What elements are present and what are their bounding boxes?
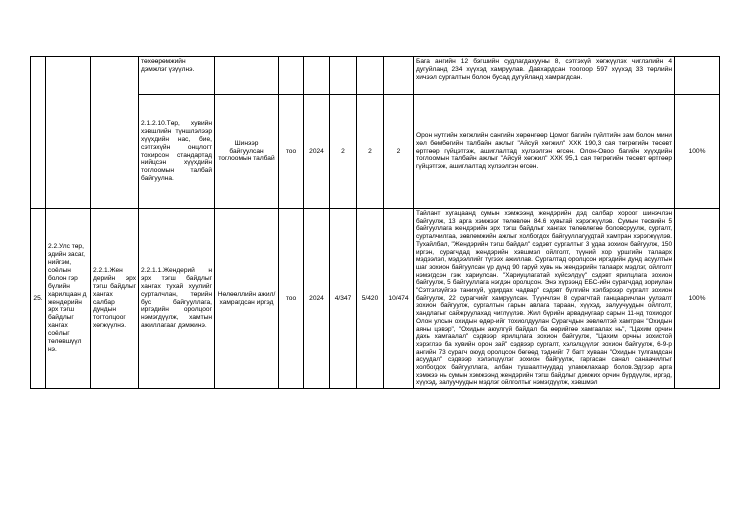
indicator-cell: Нөлөөллийн ажил/ хамрагдсан иргэд bbox=[215, 209, 279, 389]
indicator-cell: Шинээр байгуулсан тоглоомын талбай bbox=[215, 95, 279, 209]
actual-cell bbox=[357, 57, 384, 95]
target-cell: 4/347 bbox=[330, 209, 357, 389]
description-cell: Орон нутгийн хөгжлийн сангийн хөрөнгөөр Цомог багийн гүйлтийн зам болон мини хөл бөмбөгийн талбайн ажлыг "Айсуй хөгжил" ХХК 190,3 сая төгрөгийн төсөвт өртгөөр гүйцэтгэж, ашиглалтад хүлээлгэн өгсөн. Олон-Овоо багийн хүүхдийн тоглоомын талбайн ажлыг "Айсуй хөгжил" ХХК 95,1 сая төгрөгийн төсөвт өртгөөр гүйцэтгэж, ашиглалтад хүлээлгэн өгсөн. bbox=[414, 95, 675, 209]
year-cell: 2024 bbox=[304, 95, 330, 209]
goal-cell bbox=[46, 57, 91, 209]
unit-cell: тоо bbox=[279, 95, 304, 209]
activity-cell: 2.1.2.10.Төр, хувийн хэвшлийн түншлэлээр хүүхдийн нас, бие, сэтгэхүйн онцлогт тохирсон стандартад нийцсэн хүүхдийн тоглоомын талбай байгуулна. bbox=[139, 95, 215, 209]
target-cell: 2 bbox=[330, 95, 357, 209]
actual-cell: 2 bbox=[357, 95, 384, 209]
percent-cell bbox=[675, 57, 720, 95]
percent-cell: 100% bbox=[675, 209, 720, 389]
table-row bbox=[31, 57, 720, 95]
actual-cell: 5/420 bbox=[357, 209, 384, 389]
target-cell bbox=[330, 57, 357, 95]
objective-cell bbox=[91, 57, 139, 209]
unit-cell bbox=[279, 57, 304, 95]
baseline-cell bbox=[384, 57, 414, 95]
percent-cell: 100% bbox=[675, 95, 720, 209]
year-cell bbox=[304, 57, 330, 95]
year-cell: 2024 bbox=[304, 209, 330, 389]
activity-cell: төхөөрөмжийн дэмжлэг үзүүлнэ. bbox=[139, 57, 215, 95]
report-table bbox=[30, 56, 720, 389]
unit-cell: тоо bbox=[279, 209, 304, 389]
objective-cell: 2.2.1.Жен дерийн эрх тэгш байдлыг хангах салбар дундын тогтолцоог хөгжүүлнэ. bbox=[91, 209, 139, 389]
baseline-cell: 2 bbox=[384, 95, 414, 209]
description-cell: Бага ангийн 12 бэгшийн судлагдахууны 8, сэтгэхүй хөгжүүлэх чиглэлийн 4 дугуйланд 234 хүүхэд хамруулав. Давхардсан тоогоор 597 хүүхэд 33 төрлийн хичээл сургалтын болон бусад дугуйланд хамрагдсан. bbox=[414, 57, 675, 95]
row-number: 25. bbox=[31, 209, 46, 389]
table-row bbox=[31, 209, 720, 389]
baseline-cell: 10/474 bbox=[384, 209, 414, 389]
indicator-cell bbox=[215, 57, 279, 95]
goal-cell: 2.2.Улс төр, эдийн засаг, нийгэм, соёлын болон гэр бүлийн харилцаан д жендерийн эрх тэгш байдлыг хангах соёлыг төлөвшүүл нэ. bbox=[46, 209, 91, 389]
description-cell: Тайлант хугацаанд сумын хэмжээнд жендэрийн дэд салбар хороог шинэчлэн байгуулж, 13 арга хэмжээг төлөвлөн 84.6 хувьтай хэрэгжүүлэв. Сумын төсвийн 5 байгууллага жендэрийн эрх тэгш байдлыг хангах төлөвлөгөө боловсруулж, сургалт, сурталчилгаа, зөвлөмжийн ажлыг холбогдох байгууллагуудтай хамтран хэрэгжүүлэв. Тухайлбал, "Жендэрийн тэгш байдал" сэдэвт сургалтыг 3 удаа зохион байгуулж, 150 иргэн, сурагчдад жендэрийн хэвшмэл ойлголт, түүний хор уршгийн талаарх мэдээлэл, мэдээллийг түгээх ажиллав. Сургалтад оролцсон иргэдийн дунд асуултын шаг зохион байгуулсан үр дүнд 90 гаруй хувь нь жендэрийн талаарх мэдлэг, ойлголт нэмэгдсэн гэж хариулсан. "Хариуцлагатай хүйсэлдүү" сэдэвт ярилцлага зохион байгуулж, 5 байгууллага нэгдэн оролцсон. Энэ хүрээнд ЕБС-ийн сурагчдад зориулан "Сэтгэлзүйгээ танихуй, удирдах чадвар" сэдэвт бүлгийн хэлбэрээр сургалт зохион байгуулж, 22 сурагчийг хамруулсан. Түүнчлэн 8 сурагчтай ганцааричлан уулзалт зохион байгуулж, сургалтын гарын авлага тараан, хүүхэд, залуучуудын ойлголт, хандлагыг сайжруулахад чиглүүлэв. Жил бүрийн арваднугаар сарын 11-нд тохиодог Олон улсын охидын өдөр-ийг тохиолдуулан Сурагчдын зөвлөлтэй хамтран "Охидын аяны цэвэр", "Охидын аюулгүй байдал ба өөрийгөө хамгаалах нь", "Цахим орчин дахь хамгаалал" сэдвээр ярилцлага зохион байгуулж, "Цахим орчны зохистой хэрэглээ ба хувийн орон зай" сэдвээр сургалт, хэлэлцүүлэг зохион байгуулж, 6-9-р ангийн 73 сурагч оюуд оролцсон бөгөөд тэднийг 7 багт хуваан "Охидын тулгамдсан асуудал" сэдвээр хэлэлцүүлэг зохион байгуулж, гаргасан санал санаачилгыг холбогдох байгууллага, албан тушаалтнуудад уламжлахаар болов.Эдгээр арга хэмжээ нь сумын хэмжээнд жендэрийн тэгш байдлыг дэмжих орчин бүрдүүлж, иргэд, хүүхэд, залуучуудын мэдлэг ойлголтыг нэмэгдүүлж, хэвшмэл bbox=[414, 209, 675, 389]
row-number bbox=[31, 57, 46, 209]
activity-cell: 2.2.1.1.Жендерий н эрх тэгш байдлыг хангах тухай хуулийг сурталчлан, төрийн бус байгууллага, иргэдийн оролцоог нэмэгдүүлж, хамтын ажиллагааг дэмжинэ. bbox=[139, 209, 215, 389]
